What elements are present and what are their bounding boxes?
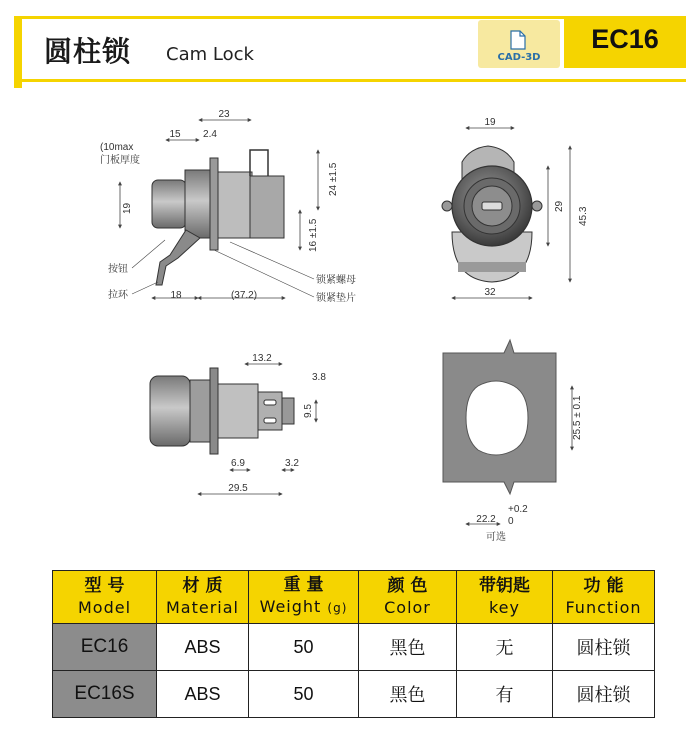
dim-6-9: 6.9 xyxy=(231,458,245,469)
dim-29-5: 29.5 xyxy=(228,483,248,494)
dim-32: 32 xyxy=(484,287,496,298)
label-optional: 可选 xyxy=(486,532,506,543)
header-model: 型 号 Model xyxy=(53,571,157,624)
header-color: 颜 色 Color xyxy=(359,571,457,624)
dim-d19: 19 xyxy=(122,202,133,214)
cell-model: EC16 xyxy=(53,624,157,671)
label-lock-washer: 锁紧垫片 xyxy=(316,293,356,304)
dim-13-2: 13.2 xyxy=(252,353,272,364)
dim-18: 18 xyxy=(170,290,182,301)
cell-color: 黑色 xyxy=(359,671,457,718)
dim-23: 23 xyxy=(218,109,230,120)
dim-2-4: 2.4 xyxy=(203,129,217,140)
header-material: 材 质 Material xyxy=(157,571,249,624)
cell-material: ABS xyxy=(157,624,249,671)
dim-16: 16 ±1.5 xyxy=(308,218,319,252)
cell-key: 有 xyxy=(457,671,553,718)
cell-function: 圆柱锁 xyxy=(553,671,655,718)
label-panel-thickness: 门板厚度 xyxy=(100,155,140,166)
label-lock-nut: 锁紧螺母 xyxy=(316,275,356,286)
dim-d3-8: 3.8 xyxy=(312,372,326,383)
product-title-cn: 圆柱锁 xyxy=(44,35,132,68)
top-view-drawing xyxy=(150,353,326,494)
spec-table xyxy=(52,570,655,718)
front-view-drawing xyxy=(442,117,589,298)
dim-22-2: 22.2 xyxy=(476,514,496,525)
header-weight: 重 量 Weight (g) xyxy=(249,571,359,624)
dim-9-5: 9.5 xyxy=(303,404,314,418)
dim-3-2: 3.2 xyxy=(285,458,299,469)
dim-10max: (10max xyxy=(100,142,134,153)
dim-d25-5: 25.5 ± 0.1 xyxy=(572,395,583,440)
panel-cutout-drawing xyxy=(443,340,583,543)
product-title-en: Cam Lock xyxy=(166,44,254,65)
cad-3d-label: CAD-3D xyxy=(497,52,541,63)
cell-key: 无 xyxy=(457,624,553,671)
dim-front-19: 19 xyxy=(484,117,496,128)
dim-d29: 29 xyxy=(554,200,565,212)
dim-tol-upper: +0.2 xyxy=(508,504,528,515)
side-view-drawing xyxy=(100,109,356,304)
table-header-row xyxy=(53,571,655,624)
header-key: 带钥匙 key xyxy=(457,571,553,624)
cell-color: 黑色 xyxy=(359,624,457,671)
label-pull-ring: 拉环 xyxy=(108,290,128,301)
label-button: 按钮 xyxy=(108,264,128,275)
header-function: 功 能 Function xyxy=(553,571,655,624)
cell-weight: 50 xyxy=(249,624,359,671)
dim-37-2: (37.2) xyxy=(230,290,258,301)
dim-15: 15 xyxy=(169,129,181,140)
weight-unit: (g) xyxy=(327,601,348,615)
table-row xyxy=(53,671,655,718)
dim-45-3: 45.3 xyxy=(578,206,589,226)
model-code: EC16 xyxy=(591,24,659,54)
cell-function: 圆柱锁 xyxy=(553,624,655,671)
cell-model: EC16S xyxy=(53,671,157,718)
dim-tol-lower: 0 xyxy=(508,516,514,527)
dim-24: 24 ±1.5 xyxy=(328,162,339,196)
cell-material: ABS xyxy=(157,671,249,718)
cell-weight: 50 xyxy=(249,671,359,718)
table-row xyxy=(53,624,655,671)
